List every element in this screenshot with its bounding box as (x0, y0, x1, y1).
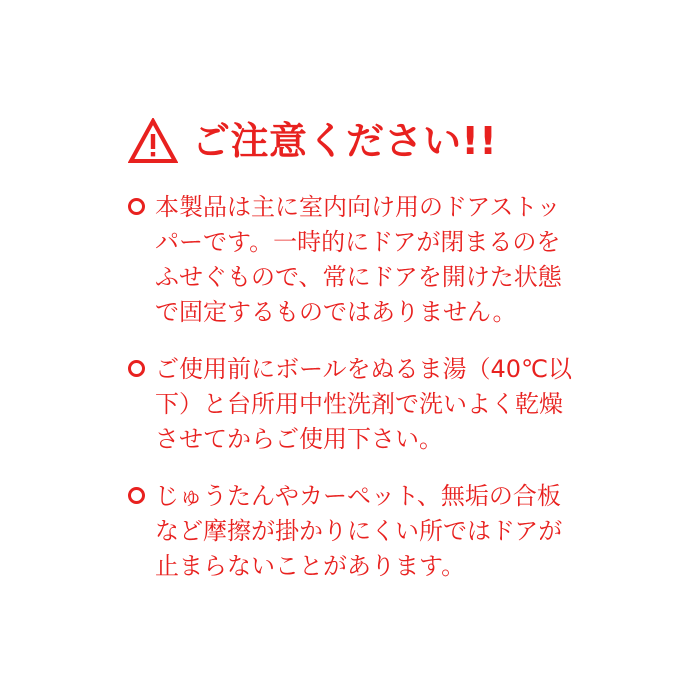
warning-triangle-icon (128, 118, 178, 164)
circle-bullet-icon (128, 487, 145, 504)
list-item-text: じゅうたんやカーペット、無垢の合板など摩擦が掛かりにくい所ではドアが止まらないことがあります。 (155, 482, 563, 581)
notice-block (128, 118, 588, 584)
notice-item-list (128, 190, 588, 584)
list-item (128, 190, 588, 330)
circle-bullet-icon (128, 198, 145, 215)
list-item-text: ご使用前にボールをぬるま湯（40℃以下）と台所用中性洗剤で洗いよく乾燥させてからご使用下さい。 (155, 355, 573, 454)
notice-heading-text: ご注意ください!! (192, 119, 498, 163)
list-item-text: 本製品は主に室内向け用のドアストッパーです。一時的にドアが閉まるのをふせぐもので、常にドアを開けた状態で固定するものではありません。 (155, 193, 562, 327)
circle-bullet-icon (128, 360, 145, 377)
notice-heading (128, 118, 588, 164)
list-item (128, 352, 588, 457)
list-item (128, 479, 588, 584)
